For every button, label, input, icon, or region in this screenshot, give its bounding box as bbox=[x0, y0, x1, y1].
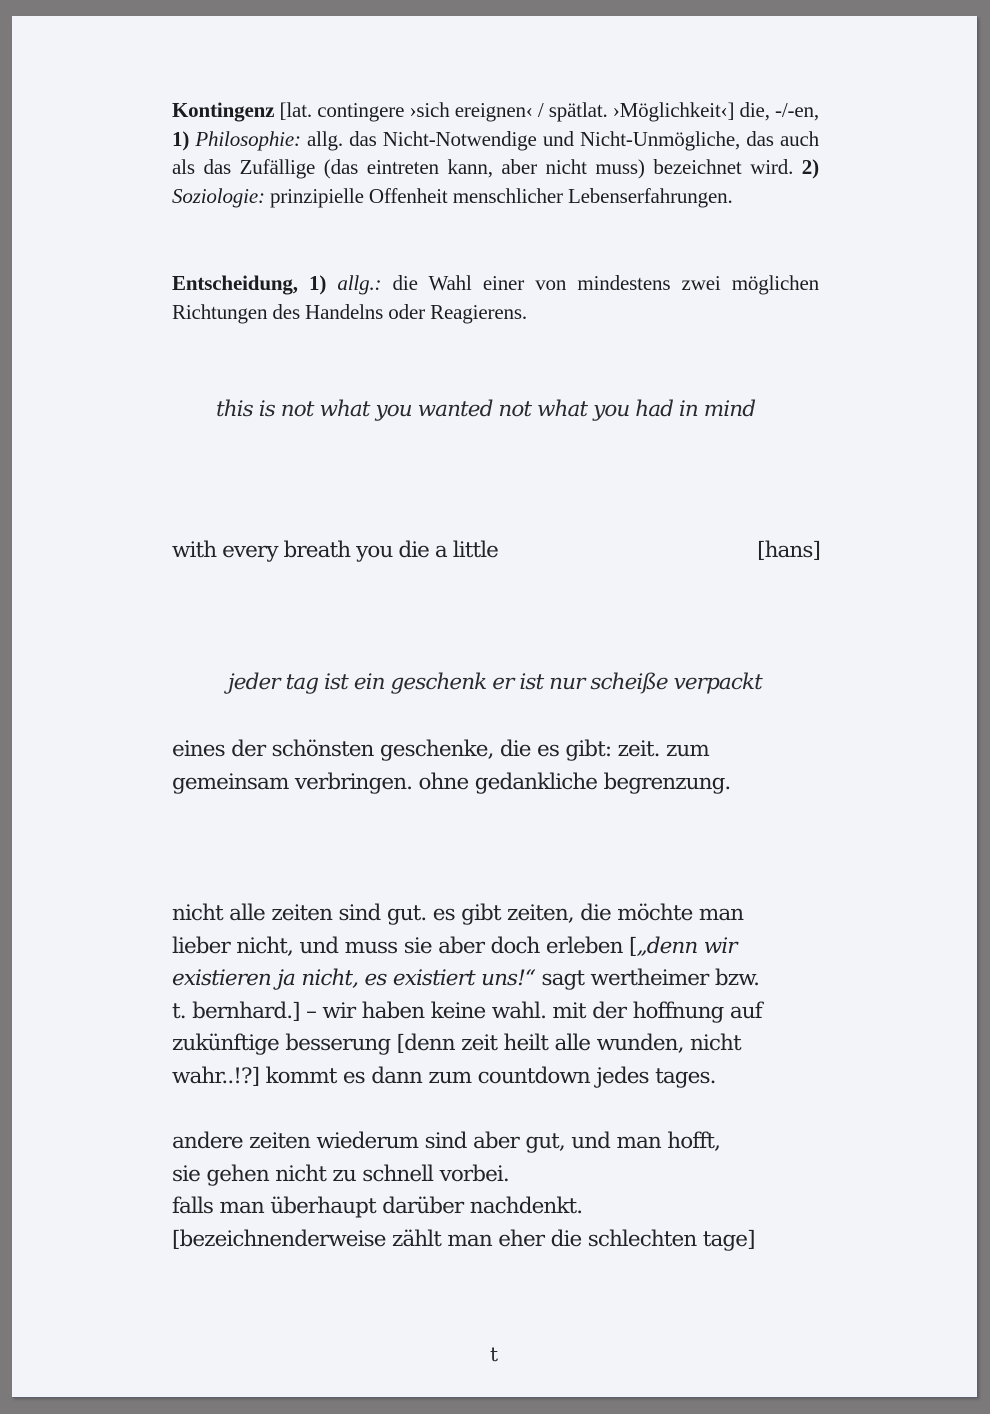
headword-kontingenz: Kontingenz bbox=[172, 98, 275, 122]
quote-bernhard-start: „denn wir bbox=[636, 933, 737, 959]
quote-jeder-tag: jeder tag ist ein geschenk er ist nur scheiße verpackt bbox=[228, 670, 762, 695]
text-line: t. bernhard.] – wir haben keine wahl. mit der hoffnung auf bbox=[172, 998, 762, 1024]
text-line bbox=[172, 963, 762, 996]
sense-domain-philosophie: Philosophie: bbox=[195, 126, 301, 151]
quote-bernhard-end: existieren ja nicht, es existiert uns!“ bbox=[172, 966, 536, 991]
headword-entscheidung: Entscheidung, bbox=[172, 271, 298, 295]
text-line: zukünftige besserung [denn zeit heilt alle wunden, nicht bbox=[172, 1031, 741, 1056]
sense-text-1: die Wahl einer von mindestens zwei möglichen Richtungen des Handelns oder Reagierens. bbox=[172, 271, 819, 324]
sense-number-1: 1) bbox=[172, 126, 190, 151]
text-line: andere zeiten wiederum sind aber gut, und man hofft, bbox=[172, 1129, 721, 1154]
text-line: wahr..!?] kommt es dann zum countdown jedes tages. bbox=[172, 1063, 716, 1089]
text-line: falls man überhaupt darüber nachdenkt. bbox=[172, 1194, 583, 1219]
text-plain: lieber nicht, und muss sie aber doch erleben [ bbox=[172, 933, 637, 959]
dictionary-entry-entscheidung bbox=[172, 269, 819, 326]
breath-line-text: with every breath you die a little bbox=[172, 538, 499, 563]
sense-domain-soziologie: Soziologie: bbox=[172, 183, 265, 208]
etymology: [lat. contingere ›sich ereignen‹ / spätlat. ›Möglichkeit‹] die, -/-en, bbox=[274, 98, 819, 122]
sense-text-1: allg. das Nicht-Notwendige und Nicht-Unmögliche, das auch als das Zufällige (das eintreten kann, aber nicht muss) bezeichnet wird. bbox=[172, 126, 819, 179]
page-marker: t bbox=[490, 1342, 499, 1366]
attribution-hans: [hans] bbox=[757, 538, 820, 563]
sense-domain-allg: allg.: bbox=[337, 271, 382, 295]
sense-number-2: 2) bbox=[801, 155, 819, 179]
text-line: eines der schönsten geschenke, die es gibt: zeit. zum bbox=[172, 737, 709, 762]
breath-line bbox=[172, 538, 820, 563]
text-line: sie gehen nicht zu schnell vorbei. bbox=[172, 1161, 509, 1187]
quote-not-what-you-wanted: this is not what you wanted not what you had in mind bbox=[216, 397, 756, 422]
text-line bbox=[172, 931, 762, 964]
text-line: gemeinsam verbringen. ohne gedankliche begrenzung. bbox=[172, 769, 731, 795]
text-line: [bezeichnenderweise zählt man eher die schlechten tage] bbox=[172, 1226, 755, 1252]
paragraph-geschenke bbox=[172, 734, 730, 799]
paragraph-andere-zeiten bbox=[172, 1126, 755, 1256]
sense-number-1: 1) bbox=[309, 271, 327, 295]
text-plain: sagt wertheimer bzw. bbox=[535, 966, 760, 991]
paragraph-zeiten bbox=[172, 898, 762, 1093]
sense-text-2: prinzipielle Offenheit menschlicher Lebenserfahrungen. bbox=[264, 183, 733, 208]
text-line: nicht alle zeiten sind gut. es gibt zeiten, die möchte man bbox=[172, 901, 744, 926]
paper-page bbox=[12, 16, 977, 1397]
dictionary-entry-kontingenz bbox=[172, 96, 819, 210]
